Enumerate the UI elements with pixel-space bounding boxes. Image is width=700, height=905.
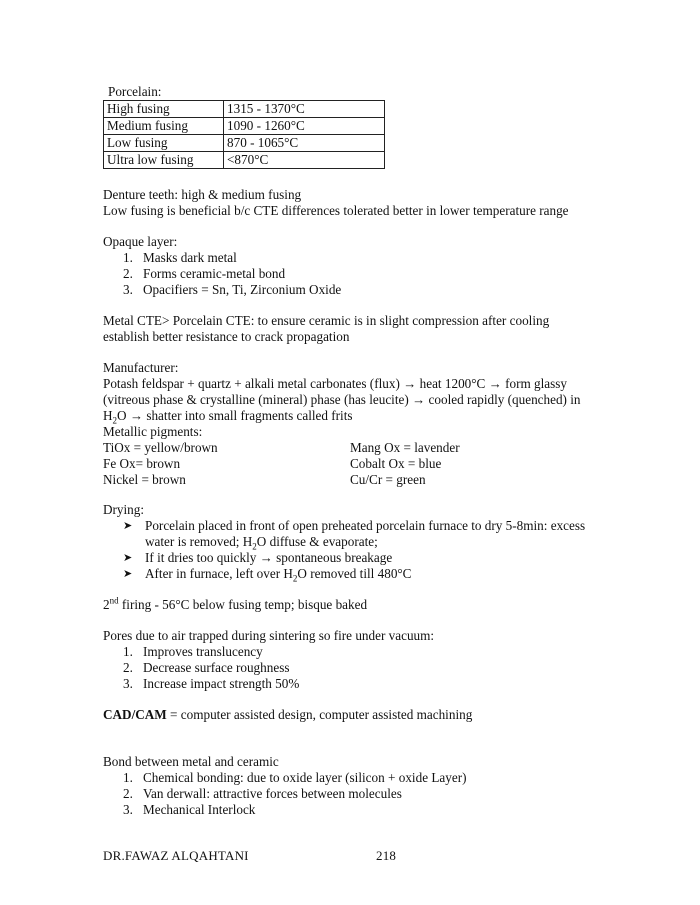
porcelain-range-cell: <870°C <box>224 152 385 169</box>
pigments-right-column <box>350 440 460 488</box>
porcelain-type-cell: Medium fusing <box>104 118 224 135</box>
footer-page-number: 218 <box>376 848 397 863</box>
pigment-item: Cu/Cr = green <box>350 472 426 487</box>
manufacturer-line-2: (vitreous phase & crystalline (mineral) phase (has leucite) → cooled rapidly (quenched) in <box>103 392 581 407</box>
opaque-heading: Opaque layer: <box>103 234 178 249</box>
table-row <box>104 118 385 135</box>
table-row <box>104 101 385 118</box>
drying-heading: Drying: <box>103 502 145 517</box>
list-item: 3. Mechanical Interlock <box>123 802 256 817</box>
list-item: ➤ After in furnace, left over $H_2O$ removed till 480°C <box>123 566 412 584</box>
arrow-bullet-icon: ➤ <box>123 568 133 580</box>
pigments-left-column <box>103 440 218 488</box>
pigments-heading: Metallic pigments: <box>103 424 203 439</box>
porcelain-type-cell: Low fusing <box>104 135 224 152</box>
porcelain-type-cell: Ultra low fusing <box>104 152 224 169</box>
pigment-item: Fe Ox= brown <box>103 456 181 471</box>
cte-line-1: Metal CTE> Porcelain CTE: to ensure ceramic is in slight compression after cooling <box>103 313 550 328</box>
table-row <box>104 152 385 169</box>
porcelain-type-cell: High fusing <box>104 101 224 118</box>
list-item: ➤ Porcelain placed in front of open preheated porcelain furnace to dry 5-8min: excess water is removed; $H_2O$ diffuse & evaporate; <box>123 518 586 552</box>
porcelain-range-cell: 870 - 1065°C <box>224 135 385 152</box>
porcelain-table <box>103 100 385 169</box>
firing-line: 2nd firing - 56°C below fusing temp; bisque baked <box>103 595 368 612</box>
cadcam-line: CAD/CAM = computer assisted design, computer assisted machining <box>103 707 473 722</box>
list-item: 2. Forms ceramic-metal bond <box>123 266 286 281</box>
list-item: ➤ If it dries too quickly → spontaneous breakage <box>123 550 393 565</box>
pigment-item: Cobalt Ox = blue <box>350 456 442 471</box>
list-item: 2. Decrease surface roughness <box>123 660 290 675</box>
list-item: 1. Chemical bonding: due to oxide layer (silicon + oxide Layer) <box>123 770 467 785</box>
pores-list <box>103 644 299 692</box>
pigment-item: Nickel = brown <box>103 472 186 487</box>
denture-line-2: Low fusing is beneficial b/c CTE differences tolerated better in lower temperature range <box>103 203 569 218</box>
opaque-list <box>103 250 341 298</box>
pores-heading: Pores due to air trapped during sintering so fire under vacuum: <box>103 628 435 643</box>
manufacturer-line-1: Potash feldspar + quartz + alkali metal carbonates (flux) → heat 1200°C → form glassy <box>103 376 568 391</box>
pigment-item: TiOx = yellow/brown <box>103 440 218 455</box>
cte-line-2: establish better resistance to crack propagation <box>103 329 350 344</box>
porcelain-range-cell: 1090 - 1260°C <box>224 118 385 135</box>
porcelain-heading: Porcelain: <box>108 84 162 99</box>
list-item: 3. Opacifiers = Sn, Ti, Zirconium Oxide <box>123 282 342 297</box>
drying-list <box>103 518 623 582</box>
bond-heading: Bond between metal and ceramic <box>103 754 279 769</box>
footer-author: DR.FAWAZ ALQAHTANI <box>103 848 249 863</box>
arrow-bullet-icon: ➤ <box>123 552 133 564</box>
bond-list <box>103 770 466 818</box>
list-item: 3. Increase impact strength 50% <box>123 676 300 691</box>
manufacturer-line-3: $H_2O$ → shatter into small fragments called frits <box>103 408 353 426</box>
denture-line-1: Denture teeth: high & medium fusing <box>103 187 302 202</box>
porcelain-range-cell: 1315 - 1370°C <box>224 101 385 118</box>
list-item: 2. Van derwall: attractive forces between molecules <box>123 786 402 801</box>
list-item: 1. Improves translucency <box>123 644 263 659</box>
table-row <box>104 135 385 152</box>
list-item: 1. Masks dark metal <box>123 250 237 265</box>
pigment-item: Mang Ox = lavender <box>350 440 460 455</box>
arrow-bullet-icon: ➤ <box>123 520 133 532</box>
manufacturer-heading: Manufacturer: <box>103 360 179 375</box>
